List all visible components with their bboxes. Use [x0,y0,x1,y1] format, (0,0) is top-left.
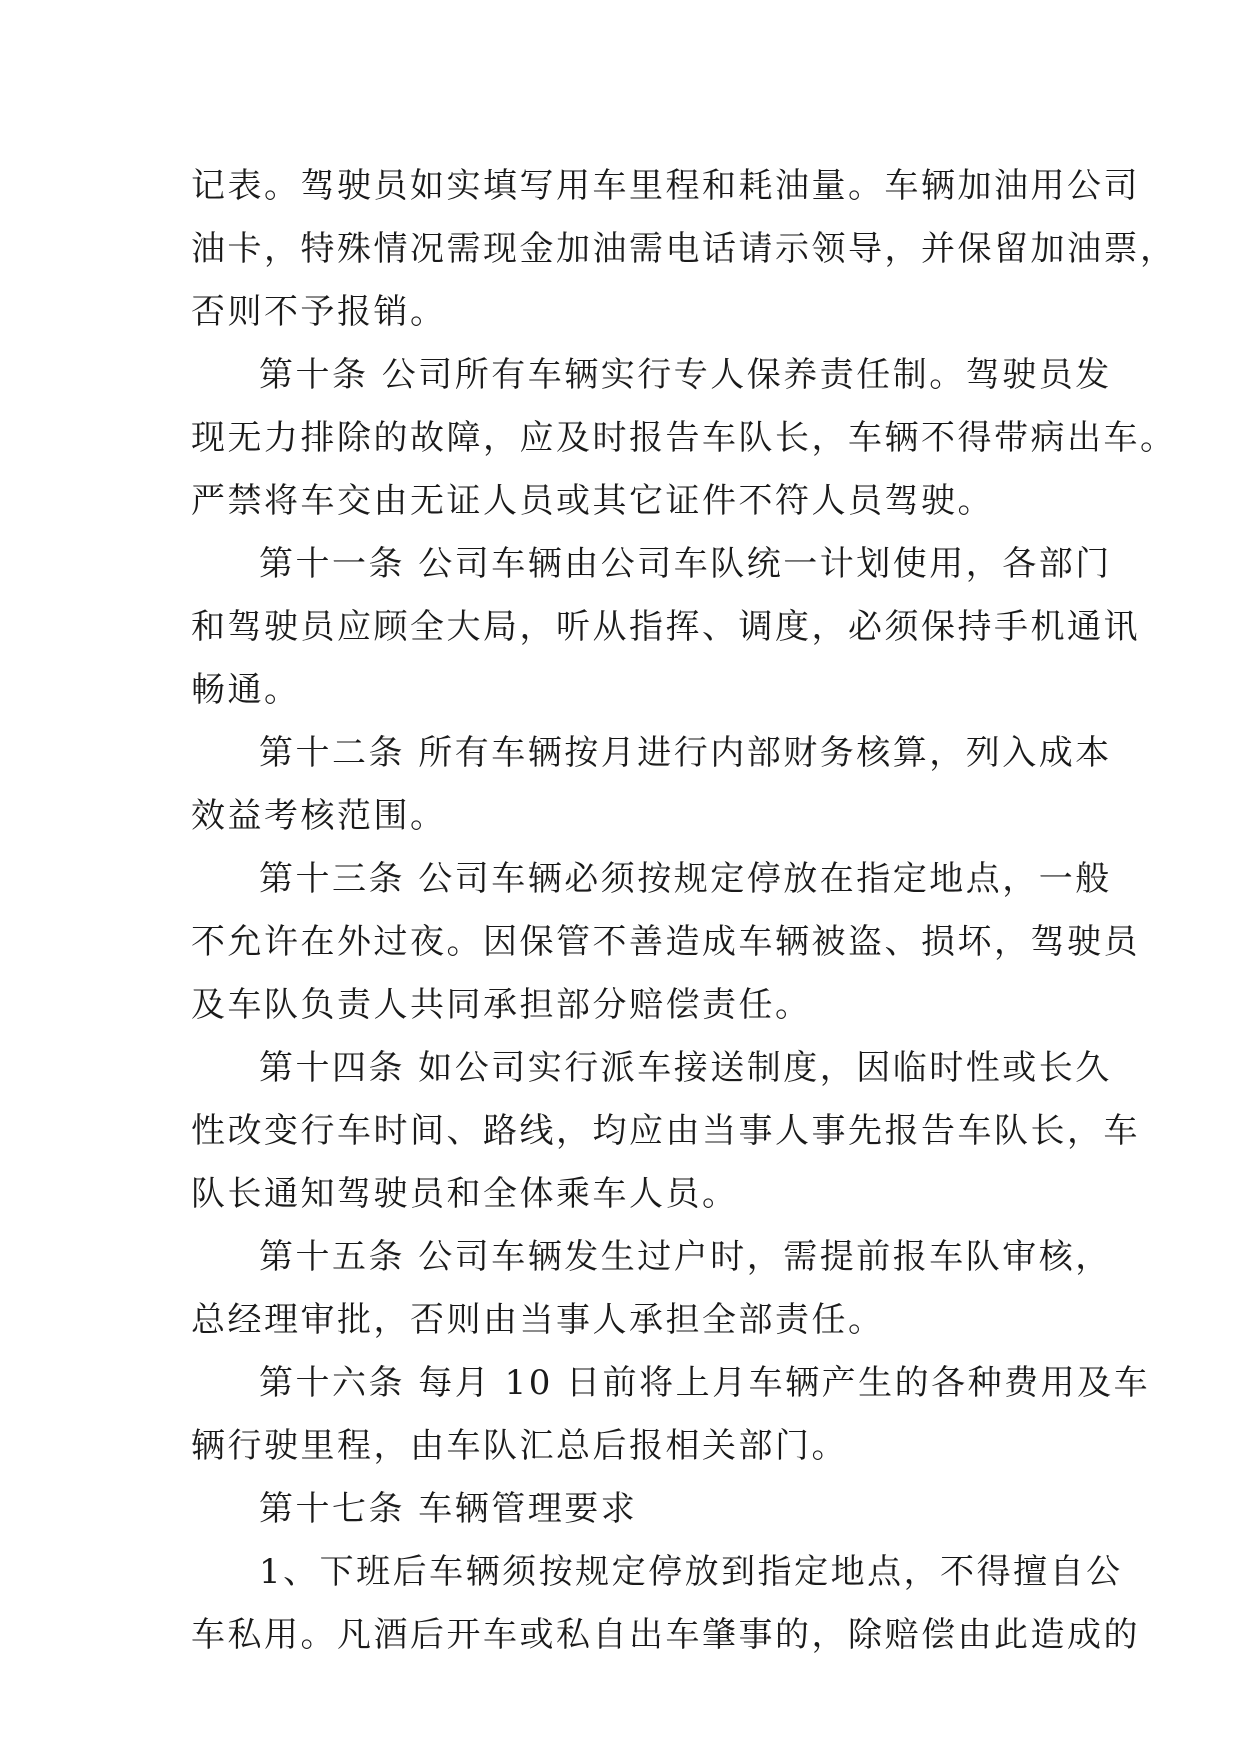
text-line: 和驾驶员应顾全大局，听从指挥、调度，必须保持手机通讯 [191,607,1140,647]
text-line: 不允许在外过夜。因保管不善造成车辆被盗、损坏，驾驶员 [191,922,1140,962]
text-line: 第十四条 如公司实行派车接送制度，因临时性或长久 [259,1048,1112,1088]
text-line: 性改变行车时间、路线，均应由当事人事先报告车队长，车 [191,1111,1140,1151]
text-line: 第十五条 公司车辆发生过户时，需提前报车队审核， [259,1237,1112,1277]
text-line: 否则不予报销。 [191,292,447,332]
text-line: 第十六条 每月 10 日前将上月车辆产生的各种费用及车 [259,1363,1151,1403]
text-line: 车私用。凡酒后开车或私自出车肇事的，除赔偿由此造成的 [191,1615,1140,1655]
text-line: 畅通。 [191,670,301,710]
text-line: 及车队负责人共同承担部分赔偿责任。 [191,985,812,1025]
text-line: 第十条 公司所有车辆实行专人保养责任制。驾驶员发 [259,355,1112,395]
text-line: 严禁将车交由无证人员或其它证件不符人员驾驶。 [191,481,994,521]
text-line: 记表。驾驶员如实填写用车里程和耗油量。车辆加油用公司 [191,166,1140,206]
text-line: 效益考核范围。 [191,796,447,836]
text-line: 现无力排除的故障，应及时报告车队长，车辆不得带病出车。 [191,418,1177,458]
text-line: 辆行驶里程，由车队汇总后报相关部门。 [191,1426,848,1466]
text-line: 第十七条 车辆管理要求 [259,1489,638,1529]
text-line: 第十一条 公司车辆由公司车队统一计划使用，各部门 [259,544,1112,584]
text-line: 第十二条 所有车辆按月进行内部财务核算，列入成本 [259,733,1112,773]
text-line: 队长通知驾驶员和全体乘车人员。 [191,1174,739,1214]
text-line: 1、下班后车辆须按规定停放到指定地点，不得擅自公 [259,1552,1123,1592]
text-line: 总经理审批，否则由当事人承担全部责任。 [191,1300,885,1340]
text-line: 油卡，特殊情况需现金加油需电话请示领导，并保留加油票， [191,229,1177,269]
text-line: 第十三条 公司车辆必须按规定停放在指定地点，一般 [259,859,1112,899]
document-body [191,155,1177,1667]
